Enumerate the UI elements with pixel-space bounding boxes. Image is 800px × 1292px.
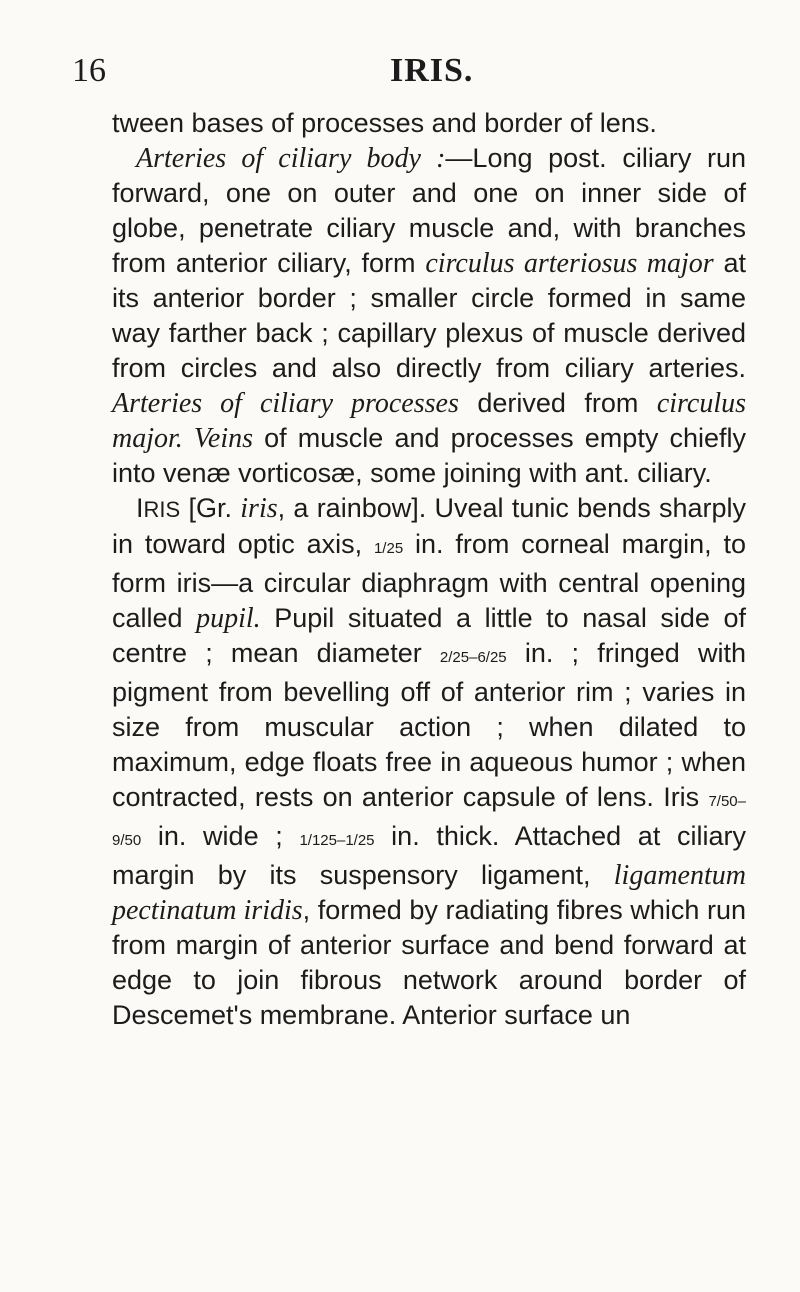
text-run: Pupil situated a little to nasal side of centre ; mean diameter [112, 603, 747, 668]
term-pupil: pupil. [196, 603, 261, 634]
text-run: in. from corneal margin, to form iris—a circular diaphragm with central opening called [112, 529, 746, 633]
fraction: 1/125–1/25 [299, 832, 375, 849]
body-text [112, 106, 746, 1033]
text-run: , formed by radiating fibres which run from margin of anterior surface and bend forward at edge to join fibrous network around border of Descemet's membrane. Anterior surface un [112, 895, 746, 1030]
fraction: 2/25–6/25 [439, 649, 507, 666]
term-iris: iris [240, 493, 278, 524]
running-head: IRIS. [390, 52, 474, 89]
page-header [72, 52, 720, 92]
text-run: —Long post. ciliary run forward, one on outer and one on inner side of globe, penetrate ciliary muscle and, with branches from anterior ciliary, form [112, 143, 746, 278]
text-run: in. ; fringed with pigment from bevelling off of anterior rim ; varies in size from muscular action ; when dilated to maximum, edge floats free in aqueous humor ; when contracted, rests on anterior capsule of lens. Iris [112, 638, 746, 812]
text-run: I [136, 493, 144, 523]
text-run: derived from [458, 388, 657, 418]
text-run: at its anterior border ; smaller circle formed in same way farther back ; capillary plexus of muscle derived from circles and also directly from ciliary arteries. [112, 248, 746, 383]
fraction: 7/50–9/50 [112, 793, 746, 849]
term-circulus-arteriosus-major: circulus arteriosus major [425, 248, 714, 279]
fraction: 1/25 [373, 540, 404, 557]
text-run: of muscle and processes empty chiefly into venæ vorticosæ, some joining with ant. ciliary. [112, 423, 746, 488]
term-veins: Veins [193, 423, 254, 454]
text-run: [Gr. [180, 493, 241, 523]
text-run: in. wide ; [141, 821, 300, 851]
term-circulus-major: circulus major. [112, 388, 747, 454]
paragraph-iris [112, 491, 746, 1033]
paragraph-continuation [112, 106, 746, 141]
page-number: 16 [72, 52, 106, 89]
paragraph-arteries [112, 141, 746, 491]
term-arteries-ciliary-processes: Arteries of ciliary processes [112, 388, 459, 419]
term-arteries-ciliary-body: Arteries of ciliary body : [136, 143, 446, 174]
text-run: , a rainbow]. Uveal tunic bends sharply in toward optic axis, [112, 493, 746, 559]
text-run: in. thick. Attached at ciliary margin by its suspensory ligament, [112, 821, 746, 890]
small-caps-run: RIS [143, 497, 181, 522]
text-run: tween bases of processes and border of lens. [112, 108, 657, 138]
term-ligamentum-pectinatum-iridis: ligamentum pectinatum iridis [112, 860, 746, 926]
